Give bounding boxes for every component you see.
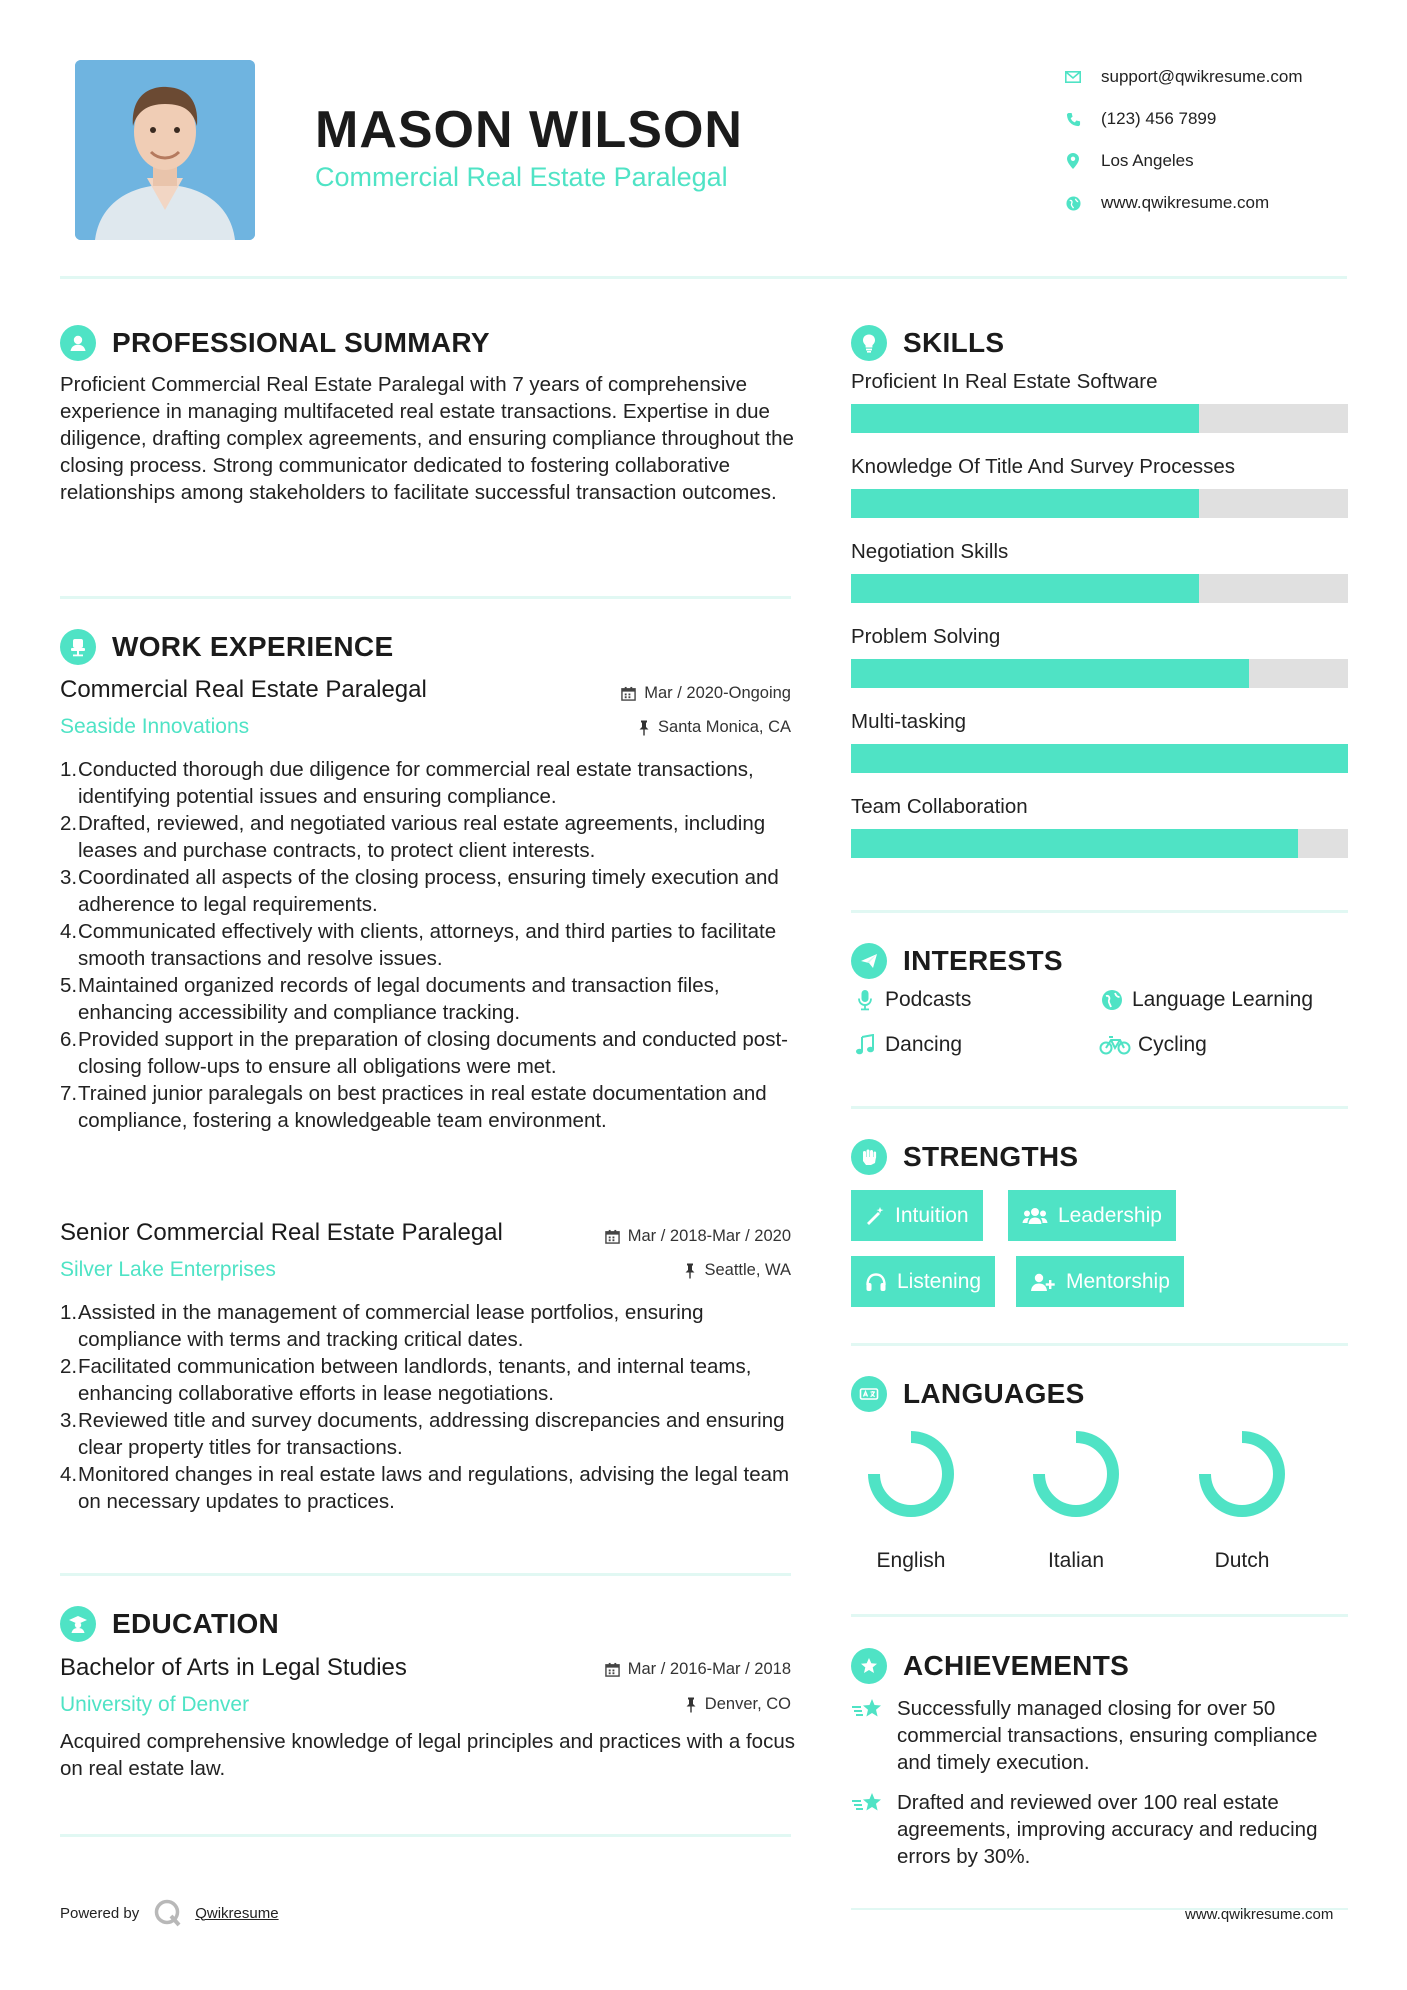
achievement-item	[851, 1695, 1348, 1776]
skill-bar-track	[851, 404, 1348, 433]
footer-url[interactable]: www.qwikresume.com	[1185, 1906, 1334, 1923]
star-badge-icon	[851, 1648, 887, 1684]
magic-wand-icon	[865, 1206, 885, 1226]
education-location	[500, 1695, 791, 1714]
skill-bar-track	[851, 744, 1348, 773]
strength-label: Leadership	[1058, 1203, 1162, 1227]
languages-divider	[851, 1614, 1348, 1617]
list-item: 5. Maintained organized records of legal documents and transaction files, enhancing accessibility and compliance tracking.	[60, 974, 720, 1024]
fist-icon	[851, 1139, 887, 1175]
skill-name: Team Collaboration	[851, 795, 1028, 818]
pushpin-icon	[684, 1263, 696, 1279]
skill-bar-fill	[851, 829, 1298, 858]
skill-bar-fill	[851, 744, 1348, 773]
education-dates-text: Mar / 2016-Mar / 2018	[627, 1660, 791, 1678]
skill-item	[851, 455, 1348, 518]
skill-item	[851, 795, 1348, 858]
job-1-company: Seaside Innovations	[60, 715, 250, 738]
list-item: 1. Conducted thorough due diligence for commercial real estate transactions, identifying potential issues and ensuring compliance.	[60, 758, 754, 808]
skill-name: Multi-tasking	[851, 710, 967, 733]
education-title: EDUCATION	[112, 1608, 280, 1639]
summary-text: Proficient Commercial Real Estate Paralegal with 7 years of comprehensive experience in managing multifaceted real estate transactions. Expertise in due diligence, drafting complex agreements, and ensuring compliance throughout the closing process. Strong communicator dedicated to fostering collaborative relationships among stakeholders to facilitate successful transaction outcomes.	[60, 373, 794, 504]
phone-icon	[1055, 112, 1091, 127]
strength-tag-listening	[851, 1256, 995, 1307]
interest-dancing	[851, 1033, 962, 1057]
contact-phone-text: (123) 456 7899	[1101, 109, 1217, 128]
work-divider	[60, 1573, 791, 1576]
skill-name: Proficient In Real Estate Software	[851, 370, 1158, 393]
strengths-heading	[851, 1139, 1078, 1175]
education-divider	[60, 1834, 791, 1837]
education-location-text: Denver, CO	[704, 1695, 791, 1713]
contact-website-text: www.qwikresume.com	[1101, 193, 1270, 212]
graduate-icon	[60, 1606, 96, 1642]
strengths-title: STRENGTHS	[903, 1141, 1079, 1172]
job-1-location-text: Santa Monica, CA	[658, 718, 791, 736]
achievement-item	[851, 1789, 1348, 1870]
list-item: 3. Coordinated all aspects of the closing process, ensuring timely execution and adherence to legal requirements.	[60, 866, 779, 916]
skill-item	[851, 370, 1348, 433]
strength-tag-mentorship	[1016, 1256, 1184, 1307]
list-item: 7. Trained junior paralegals on best practices in real estate documentation and compliance, fostering a knowledgeable team environment.	[60, 1082, 767, 1132]
job-2-location	[500, 1261, 791, 1280]
skills-heading	[851, 325, 1004, 361]
strengths-divider	[851, 1343, 1348, 1346]
list-item: 3. Reviewed title and survey documents, addressing discrepancies and ensuring clear property titles for transactions.	[60, 1409, 785, 1459]
language-ring-italian	[1016, 1428, 1136, 1528]
interest-podcasts	[851, 988, 971, 1012]
location-pin-icon	[1055, 153, 1091, 169]
education-heading	[60, 1606, 279, 1642]
contact-email[interactable]	[1055, 56, 1355, 98]
job-1-dates-text: Mar / 2020-Ongoing	[644, 684, 791, 702]
education-degree: Bachelor of Arts in Legal Studies	[60, 1654, 407, 1681]
language-ring-arc	[1205, 1437, 1279, 1511]
skill-bar-track	[851, 829, 1348, 858]
strength-tag-leadership	[1008, 1190, 1176, 1241]
languages-list	[851, 1428, 1348, 1578]
profile-photo	[75, 60, 255, 240]
education-dates	[500, 1660, 791, 1679]
strength-label: Listening	[897, 1269, 982, 1293]
office-chair-icon	[60, 629, 96, 665]
candidate-role: Commercial Real Estate Paralegal	[315, 162, 728, 192]
lightbulb-icon	[851, 325, 887, 361]
list-item: 2. Facilitated communication between landlords, tenants, and internal teams, enhancing collaborative efforts in lease negotiations.	[60, 1355, 752, 1405]
languages-heading	[851, 1376, 1085, 1412]
qwikresume-link[interactable]: Qwikresume	[195, 1904, 279, 1922]
work-title: WORK EXPERIENCE	[112, 631, 394, 662]
header-divider	[60, 276, 1347, 279]
skills-title: SKILLS	[903, 327, 1005, 358]
skill-item	[851, 540, 1348, 603]
job-1-dates	[500, 684, 791, 703]
summary-title: PROFESSIONAL SUMMARY	[112, 327, 490, 358]
languages-title: LANGUAGES	[903, 1378, 1085, 1409]
strength-label: Mentorship	[1066, 1269, 1170, 1293]
job-2-company: Silver Lake Enterprises	[60, 1258, 276, 1281]
list-item: 1. Assisted in the management of commercial lease portfolios, ensuring compliance with terms and tracking critical dates.	[60, 1301, 704, 1351]
language-name: Dutch	[1214, 1549, 1270, 1572]
contact-phone[interactable]	[1055, 98, 1355, 140]
education-school: University of Denver	[60, 1693, 250, 1716]
list-item: 4. Communicated effectively with clients, attorneys, and third parties to facilitate smooth transactions and resolve issues.	[60, 920, 777, 970]
job-2-location-text: Seattle, WA	[704, 1261, 791, 1279]
interest-label: Podcasts	[885, 988, 972, 1011]
skills-divider	[851, 910, 1348, 913]
work-heading	[60, 629, 393, 665]
job-2-dates-text: Mar / 2018-Mar / 2020	[627, 1227, 791, 1245]
globe-icon	[1055, 196, 1091, 211]
contact-website[interactable]	[1055, 182, 1355, 224]
contact-email-text: support@qwikresume.com	[1101, 67, 1303, 86]
footer-powered-by	[60, 1898, 279, 1928]
language-item	[1016, 1428, 1136, 1573]
user-icon	[60, 325, 96, 361]
pushpin-icon	[685, 1697, 697, 1713]
language-ring-english	[851, 1428, 971, 1528]
interest-label: Language Learning	[1132, 988, 1314, 1011]
strength-label: Intuition	[895, 1203, 969, 1227]
language-name: English	[876, 1549, 946, 1572]
language-item	[851, 1428, 971, 1573]
education-description: Acquired comprehensive knowledge of legal principles and practices with a focus on real estate law.	[60, 1730, 795, 1780]
microphone-icon	[851, 989, 879, 1011]
calendar-icon	[621, 686, 636, 701]
job-2-dates	[500, 1227, 791, 1246]
language-ring-arc	[1039, 1437, 1113, 1511]
contact-list	[1055, 56, 1355, 224]
job-2-title: Senior Commercial Real Estate Paralegal	[60, 1219, 503, 1246]
skill-item	[851, 710, 1348, 773]
summary-divider	[60, 596, 791, 599]
job-1-duties	[60, 756, 795, 1134]
skill-bar-fill	[851, 659, 1249, 688]
skill-bar-track	[851, 574, 1348, 603]
skill-bar-fill	[851, 404, 1199, 433]
interests-heading	[851, 943, 1063, 979]
strength-tag-intuition	[851, 1190, 983, 1241]
interests-title: INTERESTS	[903, 945, 1063, 976]
job-2-duties	[60, 1299, 795, 1515]
interest-language-learning	[1098, 988, 1313, 1012]
qwikresume-logo-icon	[153, 1898, 183, 1928]
list-item: 2. Drafted, reviewed, and negotiated various real estate agreements, including leases and purchase contracts, to protect client interests.	[60, 812, 766, 862]
bicycle-icon	[1098, 1035, 1132, 1055]
skill-name: Knowledge Of Title And Survey Processes	[851, 455, 1236, 478]
list-item: 4. Monitored changes in real estate laws and regulations, advising the legal team on necessary updates to practices.	[60, 1463, 790, 1513]
envelope-icon	[1055, 71, 1091, 83]
job-1-title: Commercial Real Estate Paralegal	[60, 676, 427, 703]
language-ring-dutch	[1182, 1428, 1302, 1528]
headphones-icon	[865, 1272, 887, 1292]
summary-heading	[60, 325, 490, 361]
skill-bar-fill	[851, 489, 1199, 518]
shooting-star-icon	[851, 1789, 885, 1870]
language-ring-arc	[874, 1437, 948, 1511]
achievement-text: Successfully managed closing for over 50 commercial transactions, ensuring compliance and timely execution.	[897, 1697, 1318, 1774]
paper-plane-icon	[851, 943, 887, 979]
pushpin-icon	[638, 720, 650, 736]
interest-label: Dancing	[885, 1033, 963, 1056]
skill-item	[851, 625, 1348, 688]
achievement-text: Drafted and reviewed over 100 real estate agreements, improving accuracy and reducing errors by 30%.	[897, 1791, 1318, 1868]
music-note-icon	[851, 1034, 879, 1056]
interests-divider	[851, 1106, 1348, 1109]
achievements-title: ACHIEVEMENTS	[903, 1650, 1130, 1681]
language-item	[1182, 1428, 1302, 1573]
user-plus-icon	[1030, 1272, 1056, 1292]
translate-icon	[851, 1376, 887, 1412]
skill-name: Negotiation Skills	[851, 540, 1009, 563]
interest-cycling	[1098, 1033, 1207, 1057]
candidate-name: MASON WILSON	[315, 101, 743, 159]
language-name: Italian	[1047, 1549, 1105, 1572]
globe-icon	[1098, 989, 1126, 1011]
users-icon	[1022, 1206, 1048, 1226]
contact-location	[1055, 140, 1355, 182]
skill-bar-track	[851, 489, 1348, 518]
contact-location-text: Los Angeles	[1101, 151, 1194, 170]
job-1-location	[500, 718, 791, 737]
skill-bar-track	[851, 659, 1348, 688]
calendar-icon	[605, 1229, 620, 1244]
list-item: 6. Provided support in the preparation of closing documents and conducted post-closing follow-ups to ensure all obligations were met.	[60, 1028, 788, 1078]
achievements-heading	[851, 1648, 1129, 1684]
skill-bar-fill	[851, 574, 1199, 603]
powered-by-label: Powered by	[60, 1904, 140, 1922]
shooting-star-icon	[851, 1695, 885, 1776]
skill-name: Problem Solving	[851, 625, 1001, 648]
interest-label: Cycling	[1138, 1033, 1207, 1056]
calendar-icon	[605, 1662, 620, 1677]
